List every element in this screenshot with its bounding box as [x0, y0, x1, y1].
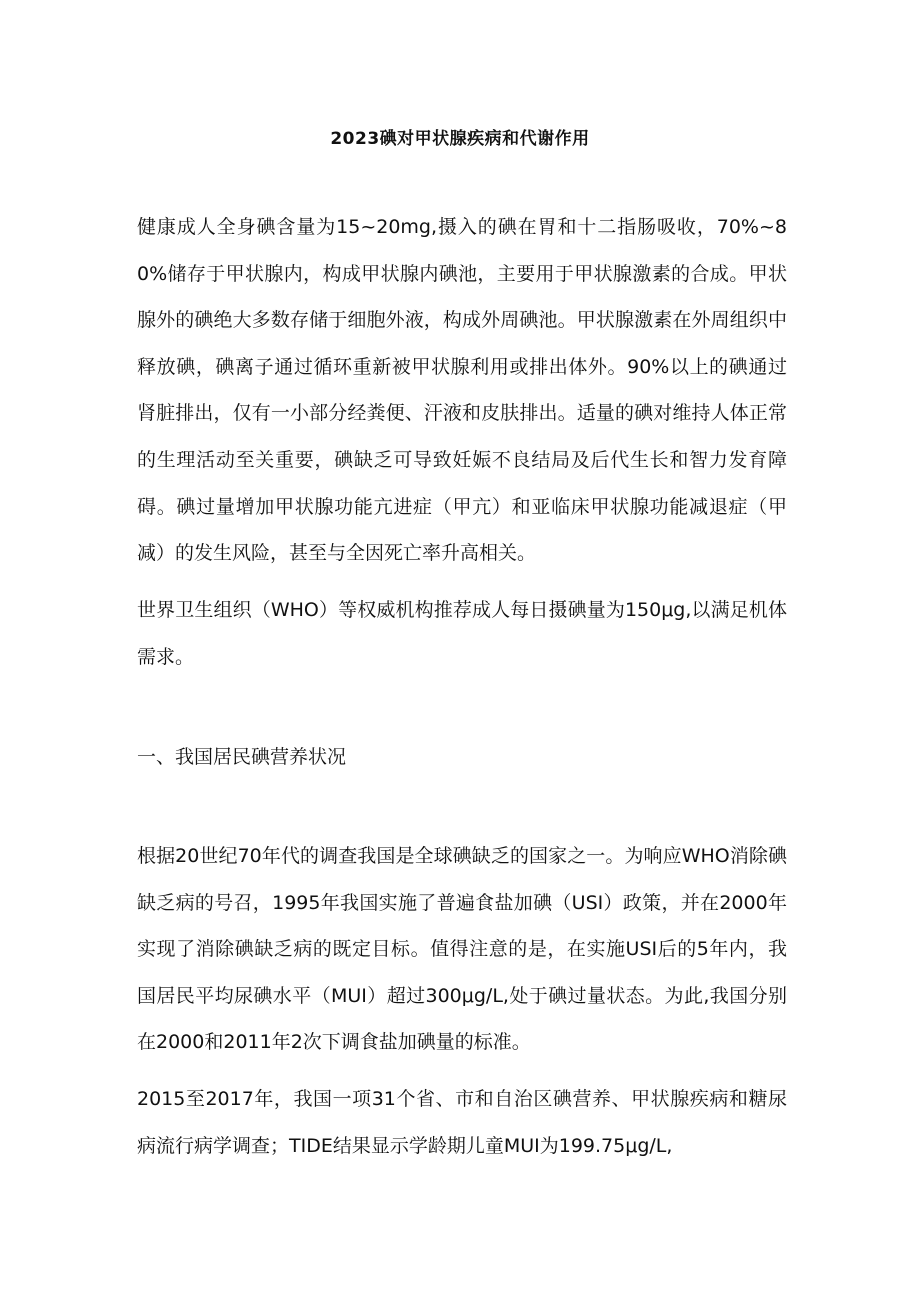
paragraph-iodine-metabolism: 健康成人全身碘含量为15~20mg,摄入的碘在胃和十二指肠吸收，70%~80%储存于甲状腺内，构成甲状腺内碘池，主要用于甲状腺激素的合成。甲状腺外的碘绝大多数存储于细胞外液，构成外周碘池。甲状腺激素在外周组织中释放碘，碘离子通过循环重新被甲状腺利用或排出体外。90%以上的碘通过肾脏排出，仅有一小部分经粪便、汗液和皮肤排出。适量的碘对维持人体正常的生理活动至关重要，碘缺乏可导致妊娠不良结局及后代生长和智力发育障碍。碘过量增加甲状腺功能亢进症（甲亢）和亚临床甲状腺功能减退症（甲减）的发生风险，甚至与全因死亡率升高相关。	[137, 216, 787, 565]
section-heading-iodine-nutrition: 一、我国居民碘营养状况	[137, 746, 347, 768]
paragraph-who-recommendation: 世界卫生组织（WHO）等权威机构推荐成人每日摄碘量为150μg,以满足机体需求。	[137, 599, 787, 668]
paragraph-tide-survey: 2015至2017年，我国一项31个省、市和自治区碘营养、甲状腺疾病和糖尿病流行病学调查；TIDE结果显示学龄期儿童MUI为199.75μg∕L,	[137, 1088, 787, 1157]
paragraph-usi-policy: 根据20世纪70年代的调查我国是全球碘缺乏的国家之一。为响应WHO消除碘缺乏病的号召，1995年我国实施了普遍食盐加碘（USI）政策，并在2000年实现了消除碘缺乏病的既定目标。值得注意的是，在实施USI后的5年内，我国居民平均尿碘水平（MUI）超过300μg∕L,处于碘过量状态。为此,我国分别在2000和2011年2次下调食盐加碘量的标准。	[137, 845, 787, 1054]
document-title: 2023碘对甲状腺疾病和代谢作用	[330, 129, 590, 149]
